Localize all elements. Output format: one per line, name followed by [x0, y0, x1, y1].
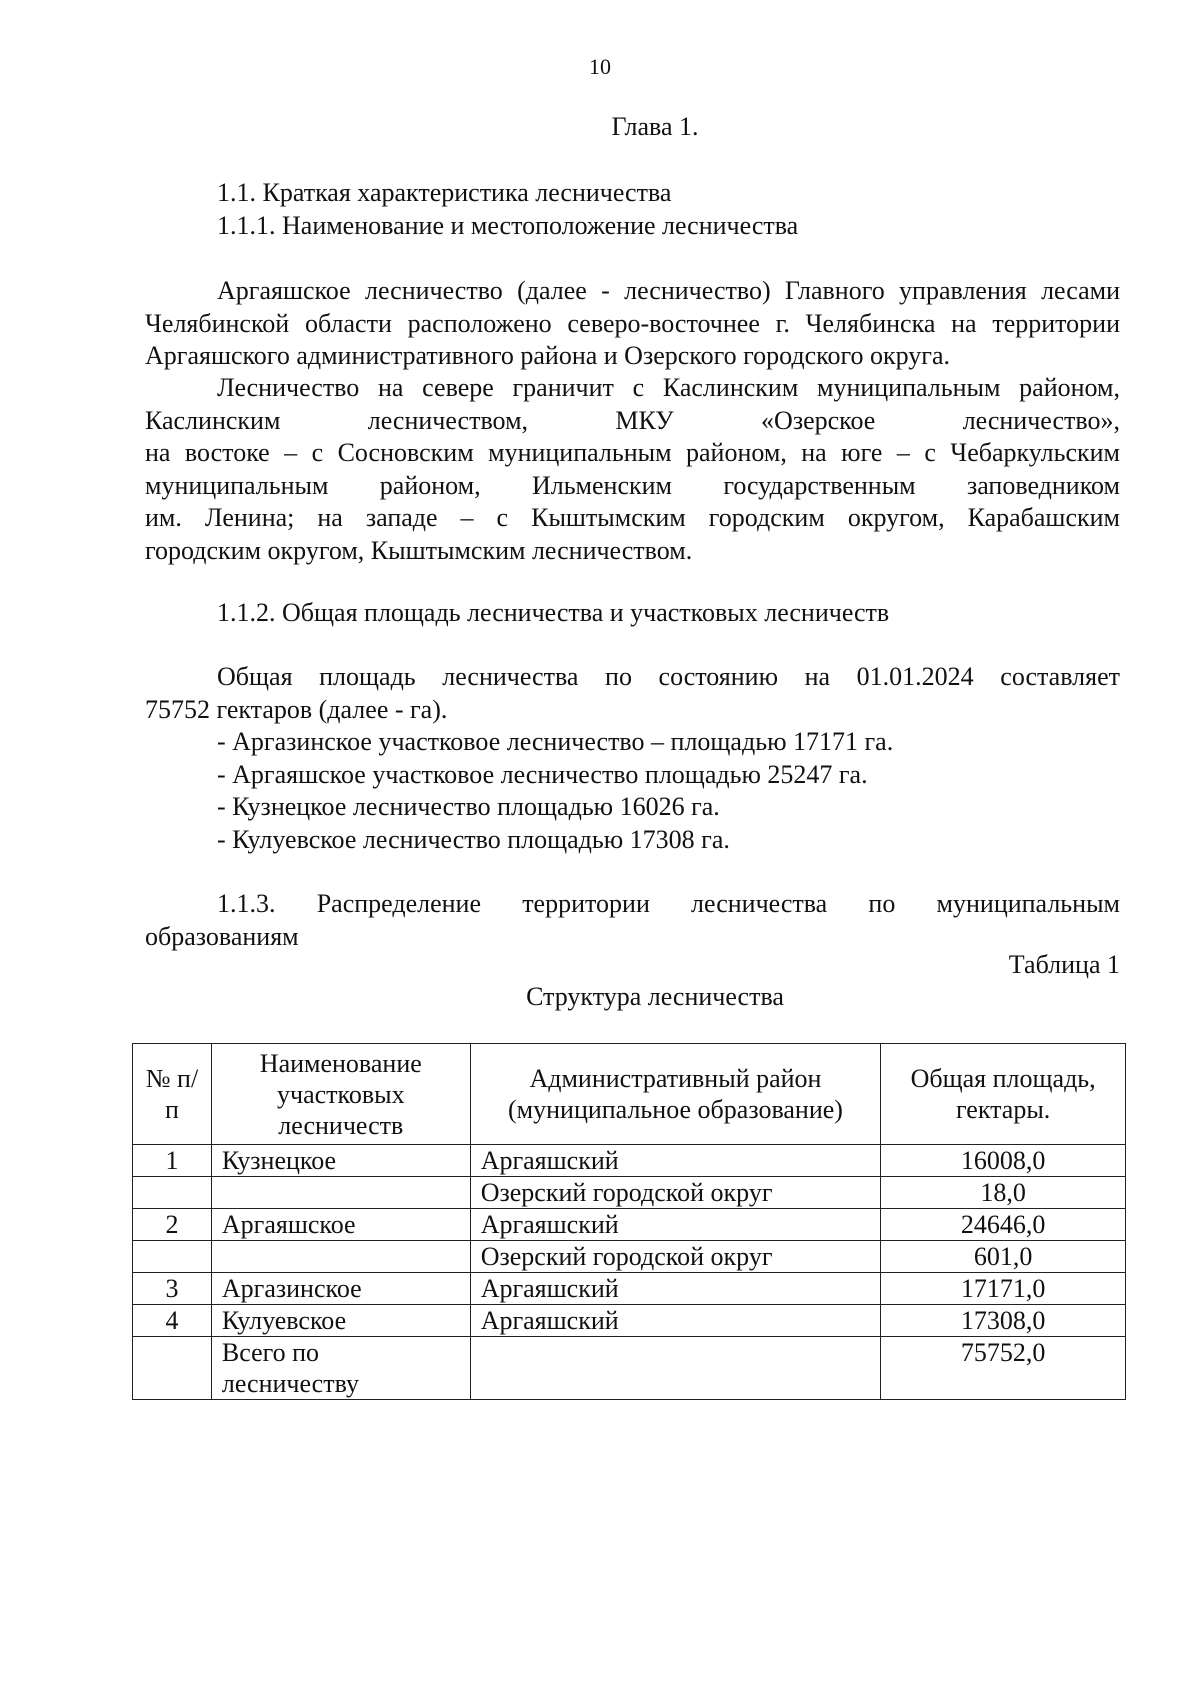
table-row — [133, 1305, 1126, 1337]
table-header-row — [133, 1044, 1126, 1145]
cell-name: Кузнецкое — [211, 1145, 470, 1177]
list-item: - Аргазинское участковое лесничество – площадью 17171 га. — [217, 727, 894, 756]
heading-1-1-1: 1.1.1. Наименование и местоположение лесничества — [217, 210, 799, 240]
paragraph-area — [145, 661, 1120, 856]
cell-district: Аргаяшский — [470, 1209, 881, 1241]
paragraph-line: Челябинской области расположено северо-восточнее г. Челябинска на территории — [145, 308, 1120, 338]
table-row — [133, 1209, 1126, 1241]
header-area: Общая площадь, гектары. — [881, 1044, 1126, 1145]
heading-1-1-2-block — [145, 597, 1120, 630]
cell-district: Аргаяшский — [470, 1273, 881, 1305]
cell-area: 24646,0 — [881, 1209, 1126, 1241]
table-row — [133, 1241, 1126, 1273]
cell-name — [211, 1177, 470, 1209]
cell-district: Аргаяшский — [470, 1305, 881, 1337]
table-label: Таблица 1 — [1008, 950, 1120, 979]
header-name: Наименование участковых лесничеств — [211, 1044, 470, 1145]
cell-area: 17308,0 — [881, 1305, 1126, 1337]
paragraph-location — [145, 275, 1120, 373]
table-title: Структура лесничества — [526, 982, 784, 1011]
paragraph-line: на востоке – с Сосновским муниципальным районом, на юге – с Чебаркульским — [145, 438, 1120, 467]
cell-name: Аргаяшское — [211, 1209, 470, 1241]
cell-name: Кулуевское — [211, 1305, 470, 1337]
page-number: 10 — [589, 54, 611, 79]
heading-1-1: 1.1. Краткая характеристика лесничества — [217, 178, 672, 207]
cell-area: 601,0 — [881, 1241, 1126, 1273]
cell-num — [133, 1337, 212, 1400]
heading-1-1-3: 1.1.3. Распределение территории лесничества по муниципальным — [217, 889, 1120, 918]
cell-area: 16008,0 — [881, 1145, 1126, 1177]
cell-num — [133, 1241, 212, 1273]
cell-area: 75752,0 — [881, 1337, 1126, 1400]
header-num: № п/п — [133, 1044, 212, 1145]
paragraph-line: 75752 гектаров (далее - га). — [145, 694, 448, 724]
list-item: - Аргаяшское участковое лесничество площадью 25247 га. — [217, 759, 868, 789]
cell-area: 17171,0 — [881, 1273, 1126, 1305]
cell-district: Аргаяшский — [470, 1145, 881, 1177]
cell-district — [470, 1337, 881, 1400]
structure-table — [132, 1043, 1126, 1400]
section-headings — [145, 177, 1120, 242]
cell-area: 18,0 — [881, 1177, 1126, 1209]
cell-name — [211, 1241, 470, 1273]
paragraph-borders — [145, 372, 1120, 567]
paragraph-line: Лесничество на севере граничит с Каслинским муниципальным районом, — [217, 373, 1120, 402]
cell-num: 3 — [133, 1273, 212, 1305]
cell-num: 4 — [133, 1305, 212, 1337]
paragraph-line: Каслинским лесничеством, МКУ «Озерское лесничество», — [145, 405, 1120, 435]
list-item: - Кузнецкое лесничество площадью 16026 га. — [217, 792, 720, 821]
paragraph-line: Общая площадь лесничества по состоянию на 01.01.2024 составляет — [217, 662, 1120, 691]
table-row-total — [133, 1337, 1126, 1400]
paragraph-line: Аргаяшское лесничество (далее - лесничество) Главного управления лесами — [217, 276, 1120, 305]
cell-num — [133, 1177, 212, 1209]
cell-num: 1 — [133, 1145, 212, 1177]
header-district: Административный район (муниципальное образование) — [470, 1044, 881, 1145]
paragraph-line: городским округом, Кыштымским лесничеством. — [145, 535, 693, 565]
heading-1-1-3-cont: образованиям — [145, 921, 299, 951]
paragraph-line: им. Ленина; на западе – с Кыштымским городским округом, Карабашским — [145, 503, 1120, 532]
heading-1-1-2: 1.1.2. Общая площадь лесничества и участковых лесничеств — [217, 598, 890, 627]
cell-num: 2 — [133, 1209, 212, 1241]
paragraph-line: Аргаяшского административного района и Озерского городского округа. — [145, 341, 950, 370]
cell-name: Всего по лесничеству — [211, 1337, 470, 1400]
cell-district: Озерский городской округ — [470, 1241, 881, 1273]
cell-district: Озерский городской округ — [470, 1177, 881, 1209]
heading-1-1-3-block — [145, 888, 1120, 953]
table-row — [133, 1177, 1126, 1209]
paragraph-line: муниципальным районом, Ильменским государственным заповедником — [145, 470, 1120, 500]
table-row — [133, 1273, 1126, 1305]
chapter-title: Глава 1. — [611, 112, 699, 141]
cell-name: Аргазинское — [211, 1273, 470, 1305]
table-row — [133, 1145, 1126, 1177]
list-item: - Кулуевское лесничество площадью 17308 га. — [217, 824, 730, 854]
